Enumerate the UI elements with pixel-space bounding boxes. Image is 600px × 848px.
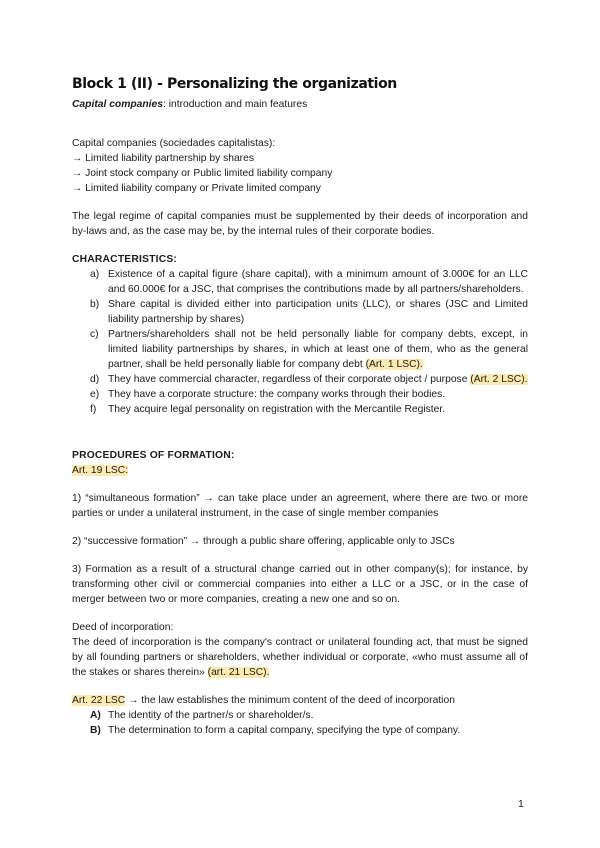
intro-item: → Limited liability company or Private limited company: [72, 183, 321, 194]
intro-section: [72, 136, 528, 196]
list-marker: e): [90, 389, 100, 400]
document-page: [72, 75, 528, 738]
list-item: [72, 723, 528, 738]
list-item-text: The determination to form a capital company, specifying the type of company.: [108, 725, 461, 736]
subtitle-rest: introduction and main features: [165, 99, 308, 110]
law-reference: (Art. 1 LSC).: [365, 359, 423, 370]
subtitle: [72, 97, 528, 112]
art22-section: [72, 693, 528, 738]
list-item: [72, 297, 528, 327]
subtitle-sep: :: [162, 99, 166, 110]
list-item: [72, 387, 528, 402]
law-reference: Art. 22 LSC: [72, 695, 126, 706]
deed-heading: Deed of incorporation:: [72, 622, 174, 633]
intro-item: → Limited liability partnership by shares: [72, 153, 254, 164]
art22-text: → the law establishes the minimum content of the deed of incorporation: [125, 695, 455, 706]
procedures-section: [72, 448, 528, 607]
art22-list: [72, 708, 528, 738]
list-item-text: They have commercial character, regardless of their corporate object / purpose: [108, 374, 471, 385]
procedure-paragraph: 2) “successive formation” → through a public share offering, applicable only to JSCs: [72, 536, 455, 547]
list-item: [72, 402, 528, 417]
intro-heading: Capital companies (sociedades capitalistas):: [72, 138, 276, 149]
list-marker: B): [90, 725, 101, 736]
characteristics-heading: CHARACTERISTICS:: [72, 254, 178, 265]
law-reference: (art. 21 LSC).: [207, 667, 270, 678]
list-marker: c): [90, 329, 99, 340]
art22-line: [72, 693, 528, 708]
list-marker: d): [90, 374, 100, 385]
list-marker: A): [90, 710, 101, 721]
list-item-text: The identity of the partner/s or shareholder/s.: [108, 710, 314, 721]
intro-item: → Joint stock company or Public limited liability company: [72, 168, 333, 179]
characteristics-section: [72, 252, 528, 417]
list-item-text: Partners/shareholders shall not be held personally liable for company debts, except, in limited liability partnerships by shares, in which at least one of them, who as the general partner, shall be held personally liable for company debt: [108, 329, 528, 370]
legal-regime-paragraph: The legal regime of capital companies must be supplemented by their deeds of incorporation and by-laws and, as the case may be, by the internal rules of their corporate bodies.: [72, 211, 528, 237]
list-item-text: They have a corporate structure: the company works through their bodies.: [108, 389, 446, 400]
deed-section: [72, 620, 528, 680]
list-item: [72, 372, 528, 387]
list-item: [72, 327, 528, 372]
page-title: Block 1 (II) - Personalizing the organization: [72, 76, 397, 92]
list-item-text: Share capital is divided either into participation units (LLC), or shares (JSC and Limited liability partnership by shares): [108, 299, 528, 325]
list-item: [72, 708, 528, 723]
characteristics-list: [72, 267, 528, 417]
subtitle-bold: Capital companies: [72, 99, 163, 110]
procedures-heading: PROCEDURES OF FORMATION:: [72, 450, 235, 461]
list-item-text: They acquire legal personality on registration with the Mercantile Register.: [108, 404, 446, 415]
procedure-paragraph: 3) Formation as a result of a structural change carried out in other company(s); for instance, by transforming other civil or commercial companies into either a LLC or a JSC, or in the case of merger between two or more companies, creating a new one and so on.: [72, 564, 528, 605]
list-marker: a): [90, 269, 100, 280]
list-marker: f): [90, 404, 97, 415]
law-reference: Art. 19 LSC:: [72, 465, 129, 476]
deed-text: The deed of incorporation is the company's contract or unilateral founding act, that must be signed by all founding partners or shareholders, whether individual or corporate, «who must assume all of the stakes or shares therein»: [72, 637, 528, 678]
list-item: [72, 267, 528, 297]
law-reference: (Art. 2 LSC).: [470, 374, 528, 385]
list-marker: b): [90, 299, 100, 310]
deed-paragraph: [72, 635, 528, 680]
procedure-paragraph: 1) “simultaneous formation” → can take place under an agreement, where there are two or more parties or under a unilateral instrument, in the case of single member companies: [72, 493, 528, 519]
page-number: 1: [518, 798, 524, 810]
list-item-text: Existence of a capital figure (share capital), with a minimum amount of 3.000€ for an LLC and 60.000€ for a JSC, that comprises the contributions made by all partners/shareholders.: [108, 269, 528, 295]
procedures-ref-line: [72, 463, 528, 478]
